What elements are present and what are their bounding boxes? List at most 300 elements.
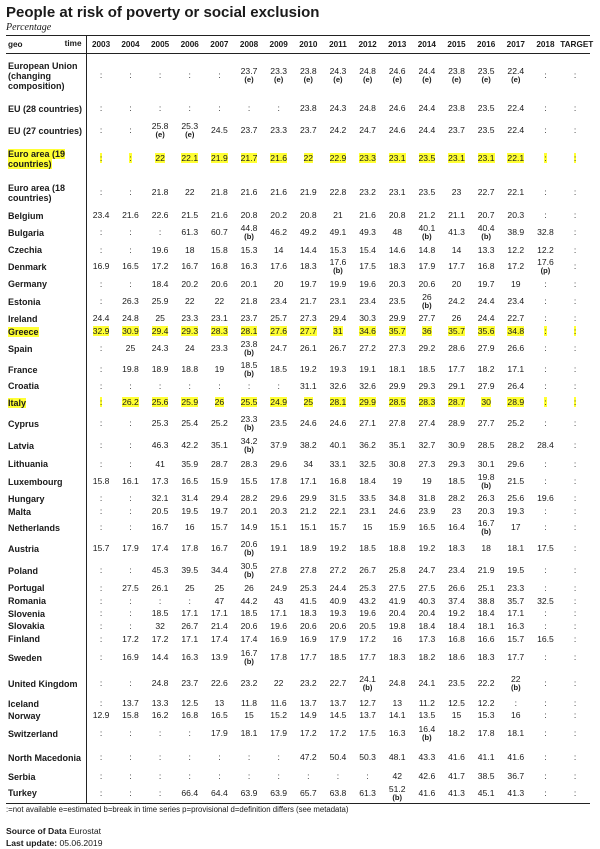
value-cell [205,277,235,292]
cell-value: : [129,227,132,237]
cell-flag: (b) [422,733,432,742]
value-cell [412,722,442,746]
cell-value: 14.6 [388,244,406,255]
cell-value: 12.2 [477,698,495,708]
cell-value: 18.2 [448,728,465,738]
cell-value: : [247,752,251,762]
cell-value: 23.7 [181,678,199,688]
table-row [6,142,590,176]
cell-value: 27.9 [477,380,495,391]
cell-value: : [573,458,577,469]
cell-value: 32 [155,620,165,631]
value-cell [116,380,146,393]
value-cell [116,538,146,560]
value-cell [205,506,235,518]
value-cell [205,142,235,176]
cell-value: 16.9 [92,261,110,271]
cell-value: 61.3 [181,227,199,237]
cell-value: 13.7 [329,698,347,708]
value-cell [145,698,175,710]
table-row [6,257,590,277]
cell-value: 34.2 [240,436,258,446]
value-cell [471,120,501,142]
cell-value: : [544,678,547,688]
value-cell [442,244,472,257]
value-cell [412,413,442,435]
cell-value: : [573,153,577,163]
cell-value: 23.8 [299,66,317,77]
cell-value: 34.8 [388,493,406,503]
value-cell [293,244,323,257]
cell-value: : [99,418,103,428]
cell-value: 21.9 [211,153,228,163]
value-cell [264,222,294,244]
cell-value: 18.5 [240,608,258,618]
cell-value: 24.4 [418,66,436,77]
value-cell [86,770,116,784]
value-cell [293,770,323,784]
value-cell [293,292,323,312]
cell-value: 32.7 [418,440,436,450]
value-cell [205,608,235,620]
value-cell [145,710,175,722]
value-cell [560,608,590,620]
value-cell [264,257,294,277]
value-cell [145,472,175,492]
value-cell [442,492,472,506]
value-cell [412,54,442,98]
value-cell [412,435,442,457]
cell-value: : [573,418,577,428]
cell-value: : [544,652,547,662]
value-cell [442,670,472,698]
cell-value: : [129,244,132,255]
cell-value: 28.3 [240,458,258,469]
cell-value: 35.9 [181,458,199,469]
cell-value: 29.9 [299,493,317,503]
cell-value: 18.3 [477,652,495,662]
cell-value: 31.5 [329,493,347,503]
cell-value: 15 [362,522,373,532]
cell-flag: (b) [244,445,254,454]
cell-flag: (e) [362,75,373,85]
cell-flag: (e) [392,75,402,85]
cell-value: 19.7 [299,278,317,289]
value-cell [353,338,383,360]
cell-value: 16.8 [181,710,199,720]
value-cell [531,746,561,770]
value-cell [205,257,235,277]
cell-value: 17.1 [507,364,525,374]
cell-value: 18 [184,244,195,255]
value-cell [234,710,264,722]
table-row [6,698,590,710]
cell-value: 24.6 [388,66,406,77]
cell-value: 17.8 [477,728,495,738]
value-cell [353,492,383,506]
cell-value: : [544,343,547,353]
cell-value: 17.4 [151,543,169,553]
cell-value: 28.3 [418,397,436,407]
value-cell [382,120,412,142]
value-cell [501,784,531,804]
value-cell [116,560,146,582]
value-cell [116,784,146,804]
cell-flag: (b) [244,348,254,357]
value-cell [531,633,561,646]
cell-value: : [573,187,577,197]
value-cell [353,292,383,312]
cell-value: 20.2 [270,210,288,220]
cell-value: 45.1 [477,787,495,798]
cell-value: 29.2 [418,343,436,353]
cell-value: 27.7 [299,326,317,336]
value-cell [531,360,561,380]
cell-value: 16.4 [418,724,436,734]
value-cell [442,380,472,393]
value-cell [501,492,531,506]
cell-value: 31.1 [299,380,317,391]
cell-value: 15.7 [92,543,110,553]
cell-value: 17.9 [211,728,228,738]
value-cell [382,292,412,312]
value-cell [175,413,205,435]
cell-value: 23.3 [270,125,288,135]
value-cell [264,633,294,646]
cell-value: : [573,522,577,532]
cell-value: : [544,582,547,593]
value-cell [412,670,442,698]
value-cell [323,393,353,413]
cell-value: 25 [155,313,165,323]
geo-cell [6,257,86,277]
cell-flag: (b) [481,481,491,490]
cell-value: 19.6 [270,620,288,631]
value-cell [293,670,323,698]
cell-value: 18.2 [418,652,436,662]
cell-value: 14.8 [418,244,436,255]
value-cell [264,176,294,210]
cell-value: 13.7 [122,698,139,708]
value-cell [205,393,235,413]
value-cell [116,698,146,710]
value-cell [353,277,383,292]
cell-value: 18.1 [240,728,258,738]
cell-flag: (e) [155,130,165,139]
value-cell [412,292,442,312]
value-cell [145,312,175,326]
value-cell [145,560,175,582]
cell-value: : [544,787,547,798]
value-cell [145,360,175,380]
cell-value: 49.2 [299,227,317,237]
cell-value: 43.2 [359,595,376,606]
value-cell [293,595,323,608]
cell-value: 25.3 [151,418,169,428]
cell-value: 22 [214,296,225,306]
value-cell [205,710,235,722]
cell-value: 25.3 [299,582,317,593]
value-cell [560,560,590,582]
geo-label: United Kingdom [8,678,78,689]
value-cell [560,457,590,472]
value-cell [293,326,323,338]
cell-value: 24.3 [329,103,347,113]
cell-value: : [544,380,547,391]
cell-value: 46.3 [151,440,169,450]
value-cell [353,633,383,646]
cell-value: 22.1 [181,153,199,163]
cell-value: : [218,752,221,762]
cell-value: 26.2 [122,397,139,407]
value-cell [471,457,501,472]
value-cell [412,457,442,472]
value-cell [442,646,472,670]
table-row [6,98,590,120]
cell-value: 41.6 [507,752,525,762]
cell-value: 32.6 [359,380,376,391]
value-cell [86,326,116,338]
cell-value: : [129,595,132,606]
value-cell [382,257,412,277]
value-cell [205,292,235,312]
value-cell [471,142,501,176]
value-cell [323,176,353,210]
value-cell [323,710,353,722]
cell-value: 15.7 [329,522,347,532]
geo-label: Greece [8,326,39,337]
value-cell [353,244,383,257]
value-cell [323,435,353,457]
value-cell [116,142,146,176]
cell-value: 36 [422,326,432,336]
value-cell [560,646,590,670]
cell-value: 23.9 [418,506,436,516]
cell-value: 41.3 [507,787,525,798]
cell-value: 38.2 [299,440,317,450]
geo-label: Turkey [8,788,37,799]
cell-value: 23.1 [388,153,406,163]
cell-value: 23.3 [507,582,525,593]
cell-value: 27.3 [418,458,436,469]
cell-value: 14.1 [388,710,406,720]
value-cell [382,560,412,582]
cell-value: 20.6 [240,620,258,631]
cell-value: 25.7 [270,313,288,323]
value-cell [205,312,235,326]
value-cell [471,312,501,326]
value-cell [382,222,412,244]
table-row [6,633,590,646]
cell-flag: (e) [333,75,343,85]
cell-value: 23.5 [270,418,288,428]
cell-value: 27.8 [270,565,288,575]
cell-value: : [573,103,577,113]
cell-value: 27.8 [299,565,317,575]
cell-value: 65.7 [299,787,317,798]
value-cell [442,620,472,633]
value-cell [471,770,501,784]
value-cell [412,472,442,492]
value-cell [531,222,561,244]
year-header: 2011 [323,36,353,54]
table-row [6,292,590,312]
value-cell [442,176,472,210]
value-cell [531,244,561,257]
cell-value: 13.3 [477,244,495,255]
year-header: 2015 [442,36,472,54]
cell-value: 18.5 [418,364,436,374]
value-cell [531,595,561,608]
value-cell [412,710,442,722]
cell-value: : [188,752,191,762]
cell-value: : [366,771,369,781]
cell-value: 20.1 [240,278,258,289]
cell-value: 23.5 [388,296,406,306]
cell-value: : [247,380,251,391]
value-cell [86,784,116,804]
value-cell [234,722,264,746]
value-cell [353,560,383,582]
cell-value: 25.6 [151,397,169,407]
cell-value: : [158,595,162,606]
value-cell [86,360,116,380]
value-cell [531,210,561,222]
cell-value: 15.7 [507,633,525,644]
value-cell [442,698,472,710]
value-cell [471,326,501,338]
cell-value: 21.6 [122,210,139,220]
value-cell [501,646,531,670]
cell-value: : [129,103,132,113]
cell-value: 20.4 [388,608,406,618]
cell-value: : [129,440,132,450]
value-cell [412,312,442,326]
cell-value: : [573,710,577,720]
cell-value: 35.7 [448,326,465,336]
value-cell [205,120,235,142]
cell-value: 24.4 [477,296,495,306]
value-cell [293,338,323,360]
cell-value: 18.8 [181,364,199,374]
value-cell [442,518,472,538]
value-cell [412,257,442,277]
value-cell [145,670,175,698]
value-cell [234,472,264,492]
value-cell [412,142,442,176]
value-cell [264,506,294,518]
value-cell [353,722,383,746]
cell-value: 19.3 [507,506,525,516]
value-cell [531,435,561,457]
value-cell [471,435,501,457]
cell-value: 27.4 [418,418,436,428]
cell-value: 43 [273,595,284,606]
cell-value: 30 [481,397,491,407]
value-cell [501,413,531,435]
cell-value: : [573,70,577,81]
value-cell [353,457,383,472]
cell-value: 17.5 [537,543,554,553]
value-cell [264,244,294,257]
cell-value: 20.6 [240,539,258,549]
cell-flag: (e) [244,75,254,85]
value-cell [560,506,590,518]
value-cell [175,770,205,784]
cell-value: 50.3 [359,752,376,762]
value-cell [264,393,294,413]
value-cell [145,457,175,472]
value-cell [531,472,561,492]
value-cell [442,770,472,784]
value-cell [145,338,175,360]
cell-value: : [573,397,577,407]
cell-value: : [544,458,547,469]
value-cell [501,210,531,222]
value-cell [234,380,264,393]
value-cell [501,326,531,338]
value-cell [323,380,353,393]
cell-value: 23.5 [418,187,436,197]
value-cell [353,646,383,670]
cell-value: 26.4 [507,380,525,391]
cell-value: 49.1 [329,227,347,237]
cell-flag: (b) [244,232,254,241]
value-cell [86,698,116,710]
value-cell [531,380,561,393]
value-cell [145,244,175,257]
cell-value: 15.3 [477,710,495,720]
geo-label: Slovenia [8,608,46,619]
value-cell [86,560,116,582]
cell-value: 23.8 [299,103,317,113]
cell-value: : [218,771,221,781]
cell-value: 30.1 [477,458,495,469]
value-cell [353,360,383,380]
value-cell [382,784,412,804]
cell-value: 28.2 [507,440,525,450]
value-cell [531,698,561,710]
value-cell [175,457,205,472]
value-cell [323,457,353,472]
cell-value: 22.9 [329,153,347,163]
cell-value: 18.6 [448,652,465,662]
value-cell [234,277,264,292]
cell-value: 17.7 [448,364,465,374]
value-cell [175,380,205,393]
geo-cell [6,620,86,633]
year-header: 2006 [175,36,205,54]
value-cell [442,560,472,582]
value-cell [234,257,264,277]
cell-value: 17.9 [418,261,436,271]
value-cell [175,633,205,646]
cell-value: 23.8 [448,66,465,77]
cell-value: 32.5 [537,595,554,606]
value-cell [501,244,531,257]
cell-value: 20.6 [211,278,228,289]
cell-value: 20.8 [240,210,258,220]
cell-flag: (e) [303,75,313,85]
cell-value: 18.3 [299,608,317,618]
value-cell [145,380,175,393]
cell-value: 33.5 [359,493,376,503]
value-cell [442,142,472,176]
cell-value: : [277,752,280,762]
cell-value: : [129,565,132,575]
value-cell [412,360,442,380]
value-cell [86,746,116,770]
